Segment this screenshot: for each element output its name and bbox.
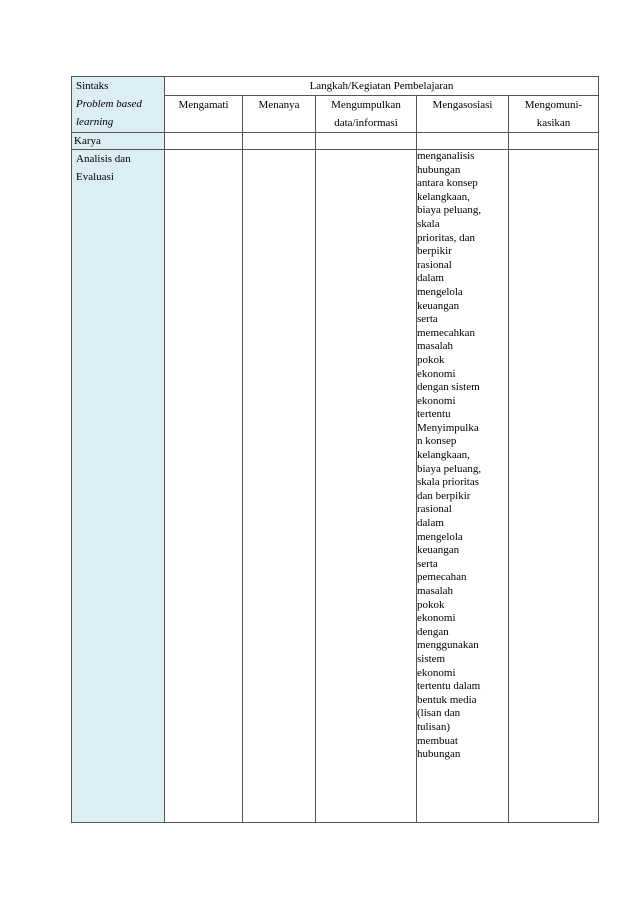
model-label-line1: Problem based <box>76 98 142 110</box>
sintaks-header-cell <box>72 77 165 133</box>
mengasosiasi-cell <box>417 150 509 823</box>
learning-steps-table <box>71 76 599 823</box>
column-header-mengamati: Mengamati <box>165 96 243 133</box>
column-header-menanya: Menanya <box>243 96 316 133</box>
sintaks-karya: Karya <box>72 133 164 149</box>
table-cell <box>243 133 316 150</box>
model-label-line2: learning <box>76 116 114 128</box>
table-cell <box>165 133 243 150</box>
table-cell <box>165 150 243 823</box>
sintaks-cell-analisis <box>72 150 165 823</box>
column-header-mengumpulkan: Mengumpulkan data/informasi <box>316 96 417 133</box>
table-cell <box>316 150 417 823</box>
table-row <box>72 133 599 150</box>
sintaks-analisis-line2: Evaluasi <box>76 171 114 183</box>
table-cell <box>509 150 599 823</box>
table-cell <box>243 150 316 823</box>
group-title-cell <box>165 77 599 96</box>
table-row <box>72 150 599 823</box>
group-title: Langkah/Kegiatan Pembelajaran <box>309 80 454 92</box>
sintaks-label: Sintaks <box>76 80 109 92</box>
table-cell <box>509 133 599 150</box>
column-header-mengasosiasi: Mengasosiasi <box>417 96 509 133</box>
mengasosiasi-text: menganalisis hubungan antara konsep kelangkaan, biaya peluang, skala prioritas, dan berpikir rasional dalam mengelola keuangan serta memecahkan masalah pokok ekonomi dengan sistem ekonomi tertentu Menyimpulka n konsep kelangkaan, biaya peluang, skala prioritas dan berpikir rasional dalam mengelola keuangan serta pemecahan masalah pokok ekonomi dengan menggunakan sistem ekonomi tertentu dalam bentuk media (lisan dan tulisan) membuat hubungan <box>417 150 482 761</box>
sintaks-analisis-line1: Analisis dan <box>76 153 131 165</box>
sintaks-cell-karya <box>72 133 165 150</box>
table-cell <box>417 133 509 150</box>
header-row-top <box>72 77 599 96</box>
column-header-mengomunikasikan: Mengomuni- kasikan <box>509 96 599 133</box>
table-cell <box>316 133 417 150</box>
